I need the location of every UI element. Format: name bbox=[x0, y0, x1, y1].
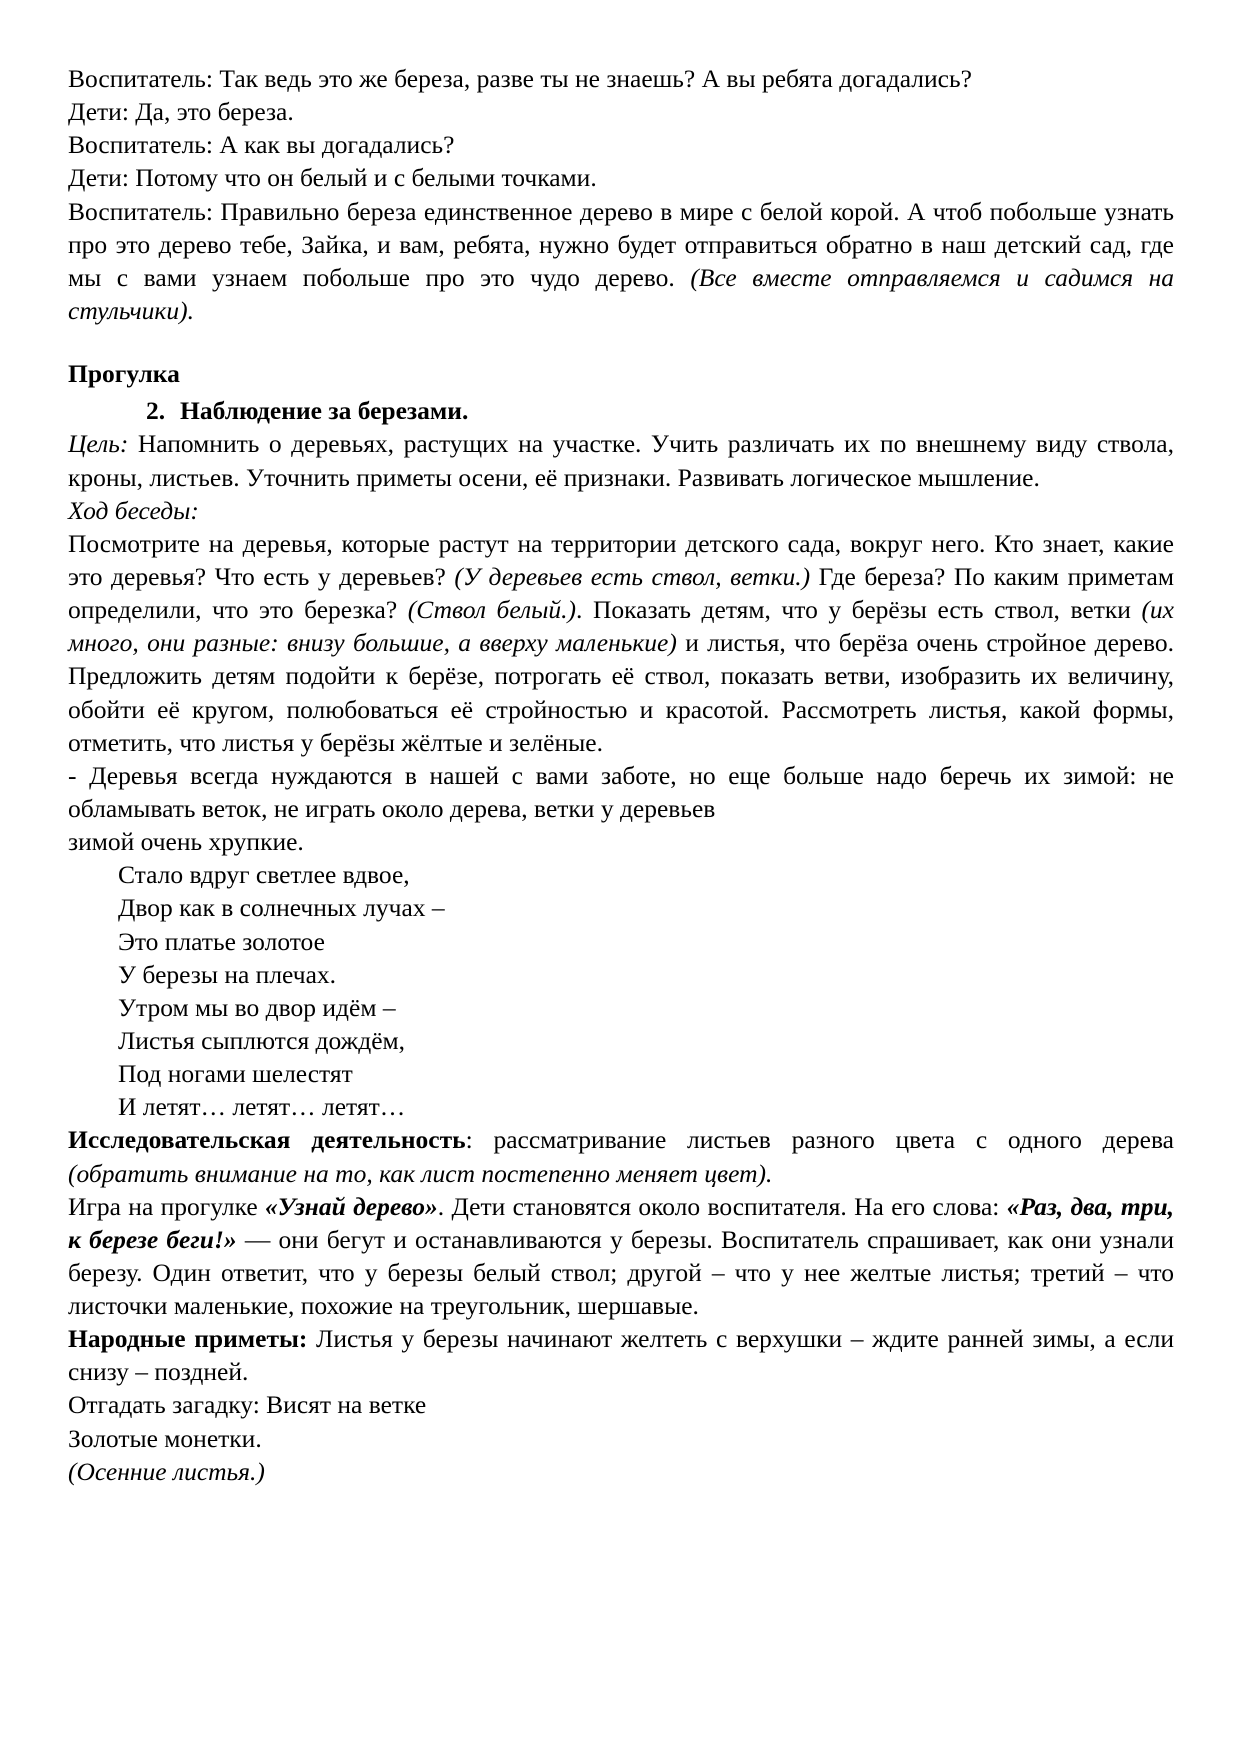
dialogue-line-3: Воспитатель: А как вы догадались? bbox=[68, 130, 455, 160]
section-heading-walk: Прогулка bbox=[68, 359, 180, 389]
course-italic-1: (У деревьев есть ствол, ветки.) bbox=[454, 561, 811, 591]
riddle-line-2: Золотые монетки. bbox=[68, 1423, 262, 1453]
research-note: (обратить внимание на то, как лист постепенно меняет цвет). bbox=[68, 1158, 773, 1188]
dialogue-line-2: Дети: Да, это береза. bbox=[68, 97, 294, 127]
care-paragraph: - Деревья всегда нуждаются в нашей с вами заботе, но еще больше надо беречь их зимой: не обламывать веток, не играть около дерева, ветки у деревьев bbox=[68, 760, 1174, 823]
poem-line: Листья сыплются дождём, bbox=[118, 1025, 406, 1055]
folk-signs-text: Листья у березы начинают желтеть с верхушки – ждите ранней зимы, а если снизу – поздней. bbox=[68, 1324, 1174, 1387]
course-part-1: Посмотрите на деревья, которые растут на территории детского сада, вокруг него. Кто знает, какие это деревья? Что есть у деревьев? bbox=[68, 528, 1174, 591]
poem-line: Это платье золотое bbox=[118, 926, 325, 956]
game-chant: «Раз, два, три, к березе беги!» bbox=[68, 1191, 1174, 1254]
research-label: Исследовательская деятельность bbox=[68, 1125, 466, 1155]
dialogue-line-1: Воспитатель: Так ведь это же береза, разве ты не знаешь? А вы ребята догадались? bbox=[68, 64, 972, 93]
riddle-answer-text: (Осенние листья.) bbox=[68, 1456, 265, 1486]
game-paragraph bbox=[68, 1190, 1174, 1323]
item-number: 2. bbox=[146, 396, 166, 426]
folk-signs-paragraph bbox=[68, 1322, 1174, 1388]
goal-text: Напомнить о деревьях, растущих на участке. Учить различать их по внешнему виду ствола, кроны, листьев. Уточнить приметы осени, её признаки. Развивать логическое мышление. bbox=[68, 429, 1174, 492]
game-part-2: . Дети становятся около воспитателя. На его слова: bbox=[437, 1191, 1007, 1221]
course-body-paragraph bbox=[68, 527, 1174, 759]
goal-label: Цель: bbox=[68, 429, 129, 459]
poem-line: Утром мы во двор идём – bbox=[118, 992, 396, 1022]
research-text: : рассматривание листьев разного цвета с одного дерева bbox=[465, 1125, 1174, 1155]
folk-signs-label: Народные приметы: bbox=[68, 1324, 308, 1354]
poem-block bbox=[68, 858, 1174, 1123]
teacher-explanation-stage-note: (Все вместе отправляемся и садимся на стульчики). bbox=[68, 262, 1175, 325]
course-part-4: и листья, что берёза очень стройное дерево. Предложить детям подойти к берёзе, потрогать её ствол, показать ветви, изобразить их величину, обойти её кругом, полюбоваться её стройностью и красотой. Рассмотреть листья, какой формы, отметить, что листья у берёзы жёлтые и зелёные. bbox=[68, 628, 1174, 757]
poem-line: И летят… летят… летят… bbox=[118, 1092, 406, 1122]
teacher-explanation-text: Воспитатель: Правильно береза единственное дерево в мире с белой корой. А чтоб побольше узнать про это дерево тебе, Зайка, и вам, ребята, нужно будет отправиться обратно в наш детский сад, где мы с вами узнаем побольше про это чудо дерево. bbox=[68, 196, 1174, 292]
goal-paragraph bbox=[68, 427, 1174, 493]
poem-line: У березы на плечах. bbox=[118, 959, 337, 989]
course-label bbox=[68, 494, 1174, 527]
game-part-1: Игра на прогулке bbox=[68, 1191, 266, 1221]
research-paragraph bbox=[68, 1123, 1174, 1189]
item-title: Наблюдение за березами. bbox=[180, 396, 469, 426]
course-part-2: Где береза? По каким приметам определили, что это березка? bbox=[68, 561, 1174, 625]
poem-line: Двор как в солнечных лучах – bbox=[118, 893, 445, 923]
game-title: «Узнай дерево» bbox=[265, 1191, 438, 1221]
riddle-answer bbox=[68, 1455, 1174, 1488]
numbered-item-observation bbox=[68, 394, 1174, 427]
poem-line: Под ногами шелестят bbox=[118, 1059, 353, 1089]
course-label-text: Ход беседы: bbox=[68, 495, 199, 525]
document-body bbox=[68, 62, 1174, 1488]
game-part-3: — они бегут и останавливаются у березы. Воспитатель спрашивает, как они узнали березу. Один ответит, что у березы белый ствол; другой – что у нее желтые листья; третий – что листочки маленькие, похожие на треугольник, шершавые. bbox=[68, 1224, 1175, 1321]
course-italic-3: (их много, они разные: внизу большие, а вверху маленькие) bbox=[68, 595, 1174, 658]
course-part-3: . Показать детям, что у берёзы есть ствол, ветки bbox=[576, 595, 1142, 625]
dialogue-line-4: Дети: Потому что он белый и с белыми точками. bbox=[68, 163, 597, 193]
course-italic-2: (Ствол белый.) bbox=[407, 595, 577, 625]
care-paragraph-tail: зимой очень хрупкие. bbox=[68, 827, 304, 857]
poem-line: Стало вдруг светлее вдвое, bbox=[118, 860, 410, 890]
riddle-line-1: Отгадать загадку: Висят на ветке bbox=[68, 1390, 427, 1420]
teacher-explanation-paragraph bbox=[68, 195, 1174, 328]
